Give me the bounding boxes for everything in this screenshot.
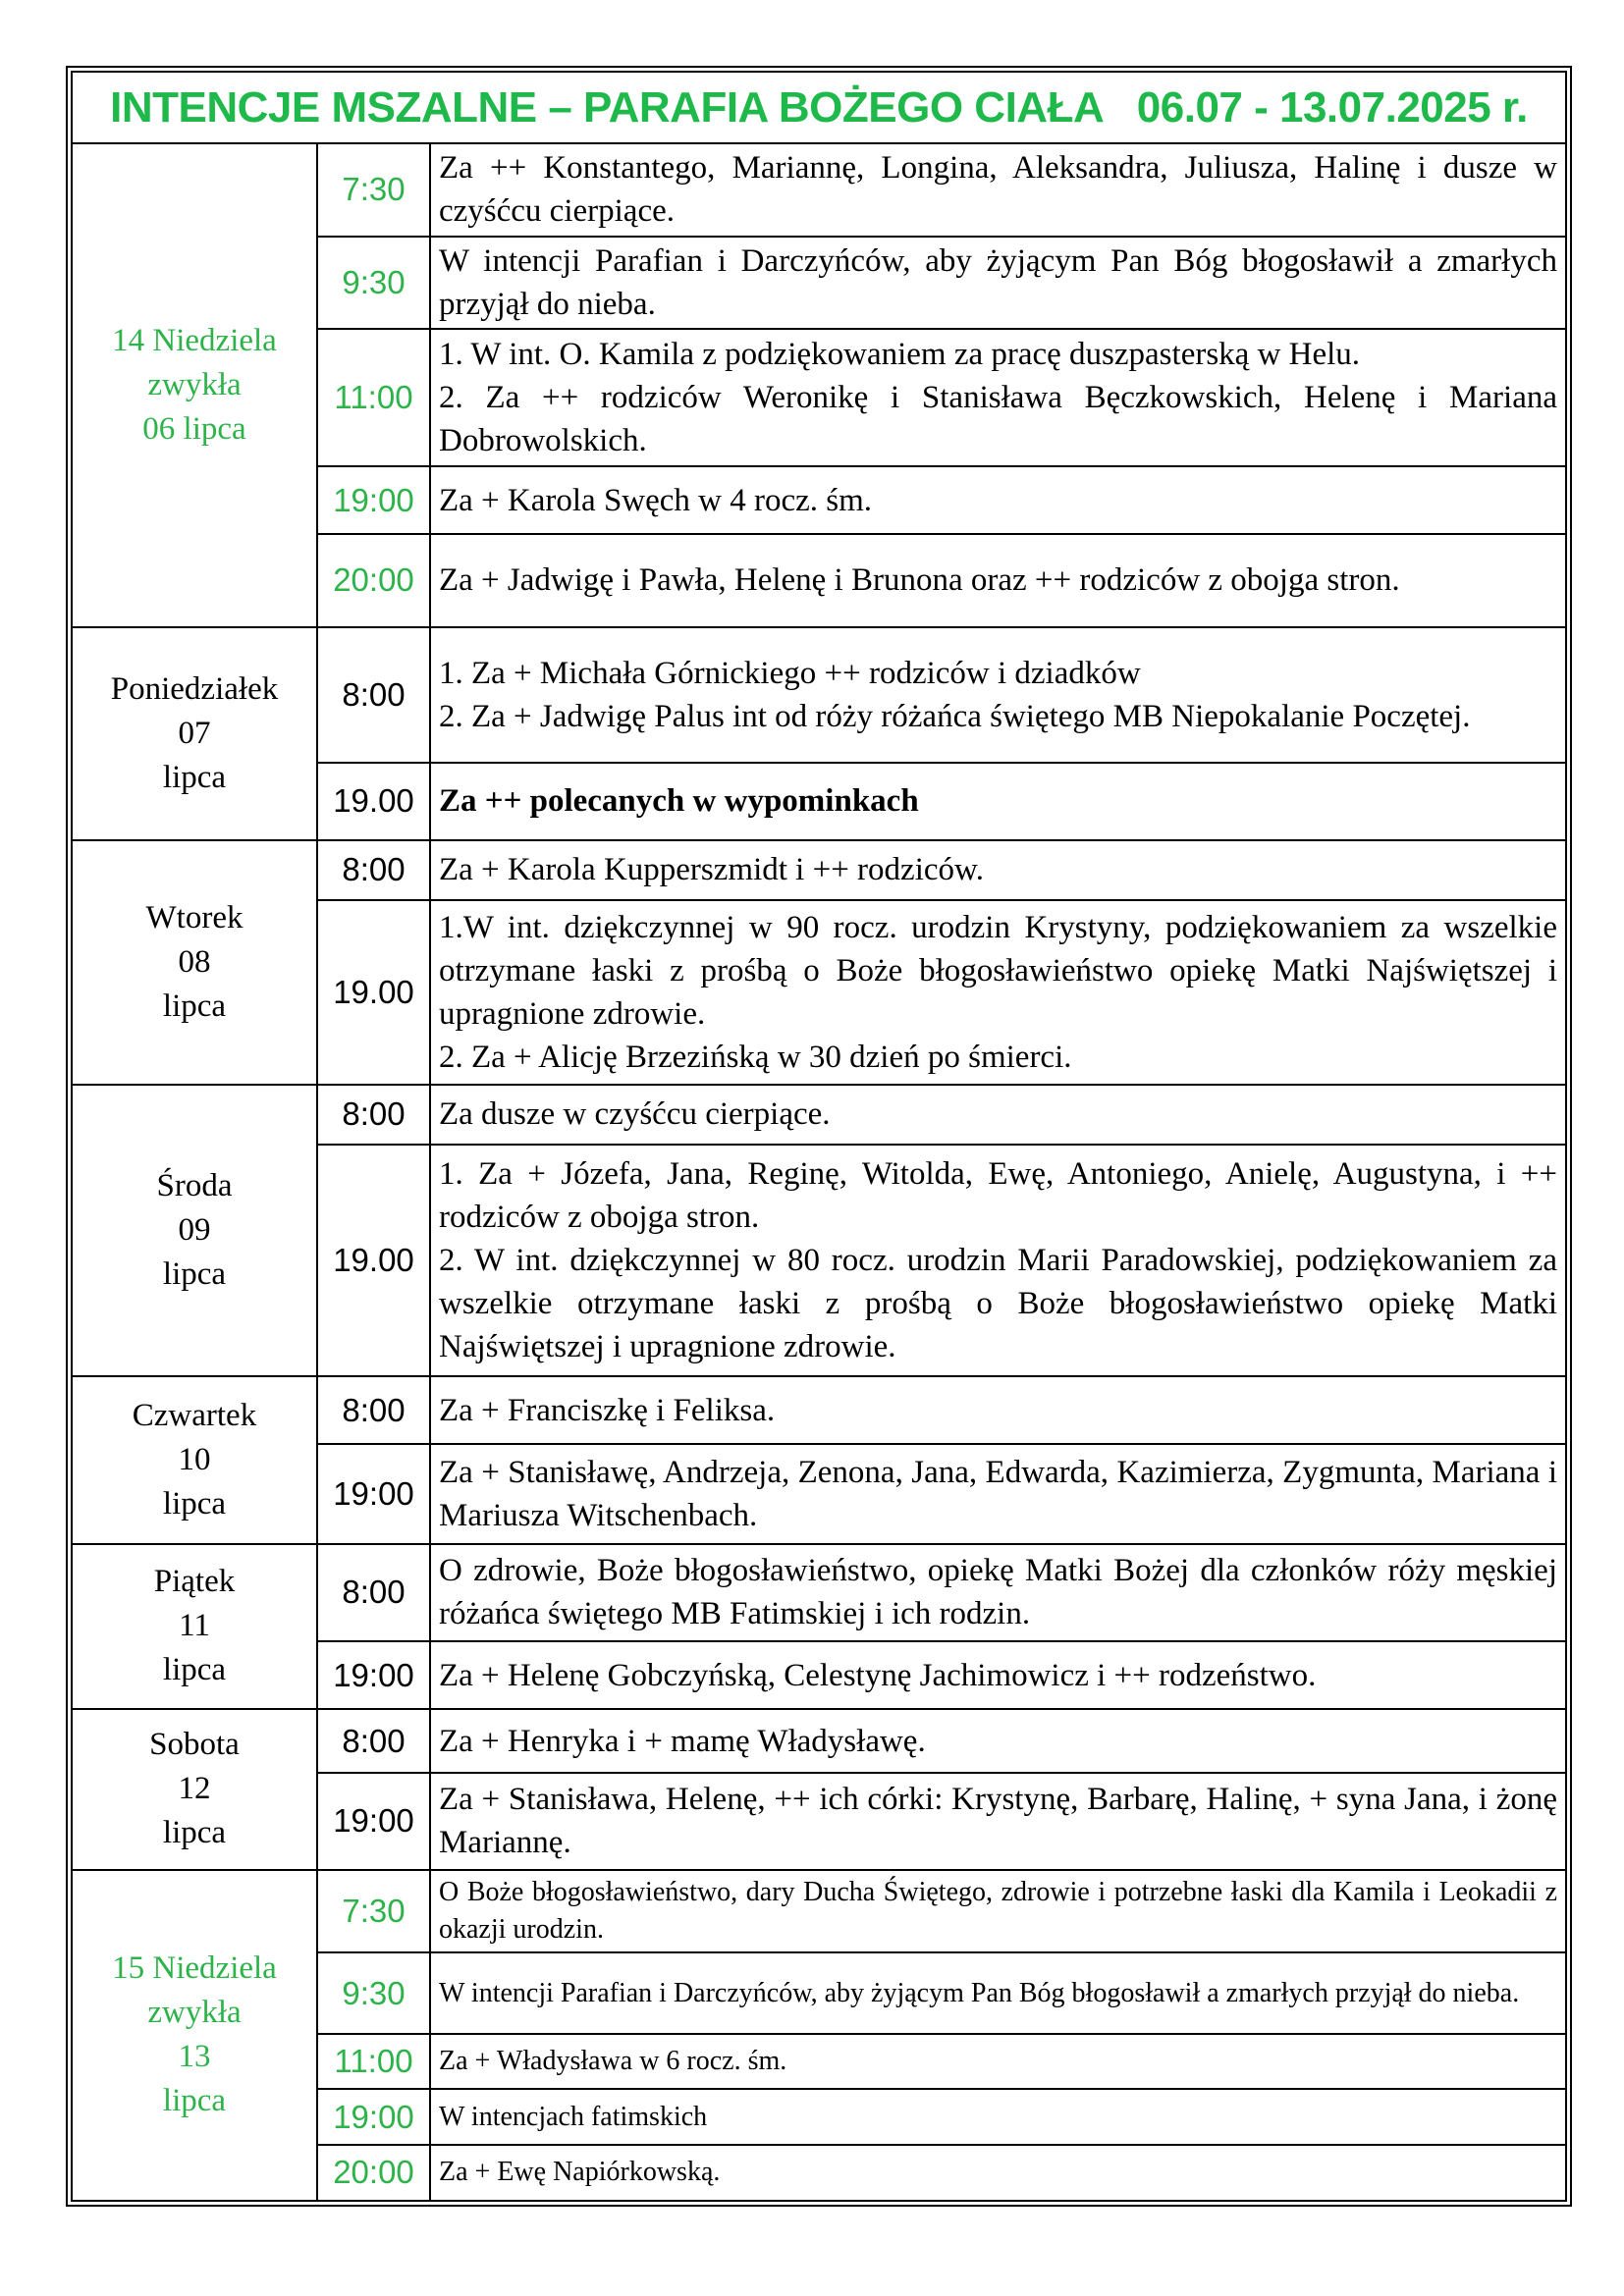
intention-text: Za + Stanisławę, Andrzeja, Zenona, Jana, Edwarda, Kazimierza, Zygmunta, Mariana i Mariusza Witschenbach. — [439, 1454, 1557, 1533]
mass-time: 9:30 — [317, 1952, 430, 2034]
day-name-line: Poniedziałek — [110, 670, 279, 707]
day-name-line: 15 Niedziela — [112, 1950, 277, 1987]
intention-text: Za + Władysława w 6 rocz. śm. — [439, 2046, 787, 2077]
day-month-line: lipca — [162, 1255, 227, 1292]
mass-row — [72, 840, 1566, 900]
intention-text: 1. Za + Michała Górnickiego ++ rodziców i dziadków — [439, 655, 1141, 691]
mass-intention — [430, 1709, 1566, 1773]
mass-intention — [430, 237, 1566, 329]
day-month-line: lipca — [162, 759, 227, 795]
mass-time: 20:00 — [317, 534, 430, 626]
intention-text: W intencji Parafian i Darczyńców, aby żyjącym Pan Bóg błogosławił a zmarłych przyjął do nieba. — [439, 242, 1557, 322]
day-cell — [72, 840, 317, 1085]
intentions-sheet — [66, 66, 1572, 2207]
day-name-line: zwykła — [147, 1995, 242, 2031]
mass-row — [72, 1709, 1566, 1773]
day-number-line: 07 — [178, 715, 211, 751]
mass-time: 19:00 — [317, 2089, 430, 2145]
day-number-line: 08 — [178, 943, 211, 980]
mass-time: 19:00 — [317, 1773, 430, 1869]
day-date-line: 06 lipca — [142, 410, 246, 447]
intention-text: 2. Za + Alicję Brzezińską w 30 dzień po śmierci. — [439, 1039, 1072, 1075]
day-cell — [72, 627, 317, 840]
intention-text: 2. Za ++ rodziców Weronikę i Stanisława Bęczkowskich, Helenę i Mariana Dobrowolskich. — [439, 380, 1557, 459]
intention-text: 1. Za + Józefa, Jana, Reginę, Witolda, Ewę, Antoniego, Anielę, Augustyna, i ++ rodziców z obojga stron. — [439, 1155, 1557, 1235]
intention-text: Za + Jadwigę i Pawła, Helenę i Brunona oraz ++ rodziców z obojga stron. — [439, 562, 1400, 599]
day-name-line: Środa — [156, 1167, 233, 1203]
mass-intention — [430, 763, 1566, 840]
mass-row — [72, 1085, 1566, 1145]
mass-time: 8:00 — [317, 627, 430, 763]
day-number-line: 11 — [179, 1608, 210, 1644]
day-cell — [72, 1544, 317, 1710]
day-number-line: 10 — [178, 1441, 211, 1477]
intention-text: 2. Za + Jadwigę Palus int od róży różańca świętego MB Niepokalanie Poczętej. — [439, 698, 1471, 734]
mass-time: 9:30 — [317, 237, 430, 329]
intention-text: Za ++ polecanych w wypominkach — [439, 783, 919, 820]
mass-row — [72, 627, 1566, 763]
mass-time: 8:00 — [317, 1709, 430, 1773]
intention-text: Za + Stanisława, Helenę, ++ ich córki: Krystynę, Barbarę, Halinę, + syna Jana, i żonę Mariannę. — [439, 1782, 1557, 1861]
day-month-line: lipca — [162, 2083, 227, 2119]
mass-intention — [430, 900, 1566, 1085]
intention-text: 1. W int. O. Kamila z podziękowaniem za pracę duszpasterską w Helu. — [439, 337, 1361, 373]
mass-time: 11:00 — [317, 329, 430, 466]
mass-time: 19:00 — [317, 1444, 430, 1544]
mass-row — [72, 1376, 1566, 1444]
intention-text: O Boże błogosławieństwo, dary Ducha Świętego, zdrowie i potrzebne łaski dla Kamila i Leokadii z okazji urodzin. — [439, 1876, 1557, 1945]
mass-intention — [430, 840, 1566, 900]
intention-text: Za + Helenę Gobczyńską, Celestynę Jachimowicz i ++ rodzeństwo. — [439, 1657, 1317, 1693]
mass-intention — [430, 2034, 1566, 2089]
mass-intention — [430, 2089, 1566, 2145]
intention-text: W intencjach fatimskich — [439, 2101, 708, 2132]
mass-time: 8:00 — [317, 1085, 430, 1145]
intention-text: Za + Ewę Napiórkowską. — [439, 2157, 721, 2188]
mass-intention — [430, 1085, 1566, 1145]
day-name-line: Piątek — [153, 1564, 236, 1600]
mass-intention — [430, 1544, 1566, 1642]
intention-text: Za ++ Konstantego, Mariannę, Longina, Aleksandra, Juliusza, Halinę i dusze w czyśćcu cierpiące. — [439, 150, 1557, 230]
intention-text: O zdrowie, Boże błogosławieństwo, opiekę Matki Bożej dla członków róży męskiej różańca świętego MB Fatimskiej i ich rodzin. — [439, 1553, 1557, 1632]
mass-time: 8:00 — [317, 840, 430, 900]
day-cell — [72, 1085, 317, 1377]
mass-intention — [430, 466, 1566, 534]
mass-time: 8:00 — [317, 1544, 430, 1642]
mass-intention — [430, 1870, 1566, 1952]
day-name-line: Sobota — [149, 1727, 240, 1763]
mass-intention — [430, 627, 1566, 763]
mass-row — [72, 1870, 1566, 1952]
mass-intention — [430, 1773, 1566, 1869]
day-number-line: 12 — [178, 1771, 211, 1807]
day-number-line: 13 — [178, 2039, 211, 2075]
day-name-line: 14 Niedziela — [112, 322, 277, 358]
day-month-line: lipca — [162, 988, 227, 1024]
day-cell — [72, 1376, 317, 1544]
intentions-table — [71, 71, 1567, 2202]
mass-time: 19.00 — [317, 1145, 430, 1377]
mass-time: 7:30 — [317, 143, 430, 236]
day-cell — [72, 1870, 317, 2201]
intention-text: Za dusze w czyśćcu cierpiące. — [439, 1096, 831, 1133]
mass-time: 20:00 — [317, 2145, 430, 2201]
mass-row — [72, 143, 1566, 236]
day-name-line: zwykła — [147, 366, 242, 402]
mass-time: 8:00 — [317, 1376, 430, 1444]
mass-intention — [430, 1641, 1566, 1709]
mass-intention — [430, 534, 1566, 626]
mass-row — [72, 1544, 1566, 1642]
day-cell — [72, 143, 317, 626]
mass-intention — [430, 2145, 1566, 2201]
intention-text: Za + Franciszkę i Feliksa. — [439, 1392, 776, 1428]
intention-text: 2. W int. dziękczynnej w 80 rocz. urodzin Marii Paradowskiej, podziękowaniem za wszelkie otrzymane łaski z prośbą o Boże błogosławieństwo opiekę Matki Najświętszej i upragnione zdrowie. — [439, 1242, 1557, 1364]
intention-text: Za + Karola Swęch w 4 rocz. śm. — [439, 482, 873, 518]
mass-intention — [430, 1444, 1566, 1544]
day-name-line: Wtorek — [145, 899, 244, 935]
intention-text: Za + Henryka i + mamę Władysławę. — [439, 1723, 926, 1759]
day-month-line: lipca — [162, 1485, 227, 1522]
mass-time: 19:00 — [317, 1641, 430, 1709]
mass-intention — [430, 1145, 1566, 1377]
intention-text: W intencji Parafian i Darczyńców, aby żyjącym Pan Bóg błogosławił a zmarłych przyjął do nieba. — [439, 1977, 1520, 2008]
day-cell — [72, 1709, 317, 1869]
mass-time: 19.00 — [317, 900, 430, 1085]
mass-intention — [430, 329, 1566, 466]
day-month-line: lipca — [162, 1652, 227, 1688]
mass-time: 19.00 — [317, 763, 430, 840]
page-title: INTENCJE MSZALNE – PARAFIA BOŻEGO CIAŁA 06.07 - 13.07.2025 r. — [72, 72, 1566, 143]
mass-intention — [430, 143, 1566, 236]
mass-time: 19:00 — [317, 466, 430, 534]
day-month-line: lipca — [162, 1815, 227, 1851]
mass-time: 7:30 — [317, 1870, 430, 1952]
mass-intention — [430, 1952, 1566, 2034]
day-name-line: Czwartek — [132, 1397, 257, 1433]
intention-text: Za + Karola Kupperszmidt i ++ rodziców. — [439, 852, 984, 888]
day-number-line: 09 — [178, 1211, 211, 1248]
mass-time: 11:00 — [317, 2034, 430, 2089]
mass-intention — [430, 1376, 1566, 1444]
intention-text: 1.W int. dziękczynnej w 90 rocz. urodzin Krystyny, podziękowaniem za wszelkie otrzymane łaski z prośbą o Boże błogosławieństwo opiekę Matki Najświętszej i upragnione zdrowie. — [439, 909, 1557, 1032]
